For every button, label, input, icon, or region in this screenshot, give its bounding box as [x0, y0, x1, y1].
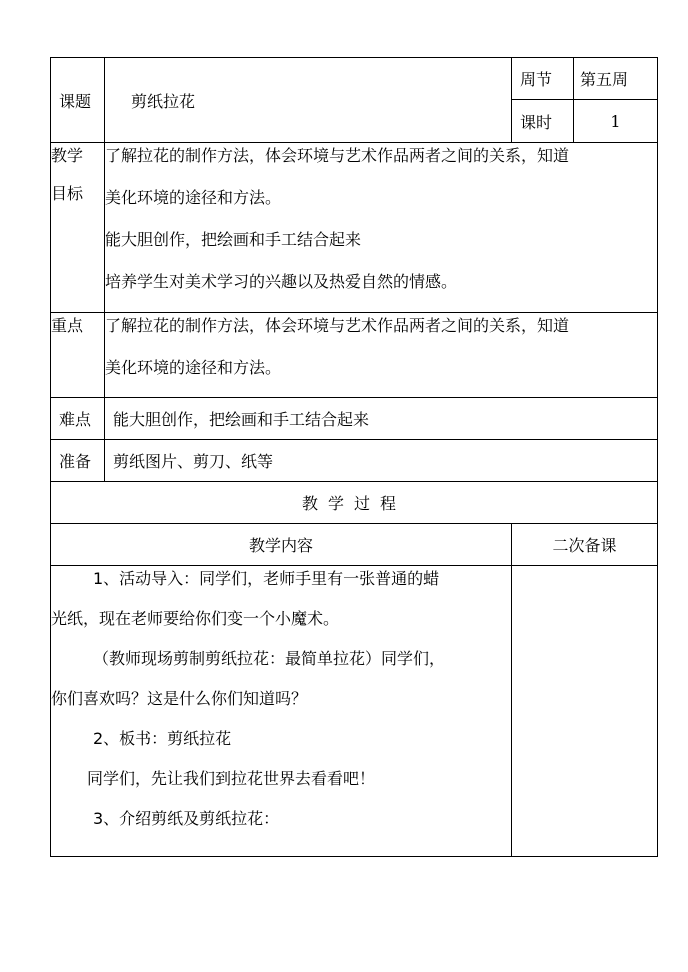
lesson-plan-table: [50, 57, 658, 857]
process-line: （教师现场剪制剪纸拉花：最简单拉花）同学们，: [93, 649, 446, 668]
topic-label: 课题: [51, 58, 105, 143]
period-label: 课时: [512, 100, 574, 143]
process-line: 3、介绍剪纸及剪纸拉花：: [93, 809, 280, 828]
period-value: 1: [574, 100, 658, 143]
preparation-text: 剪纸图片、剪刀、纸等: [105, 440, 658, 482]
goals-label: [51, 143, 105, 313]
content-header: 教学内容: [51, 524, 512, 566]
process-content: [51, 566, 512, 857]
goals-line: 能大胆创作，把绘画和手工结合起来: [105, 230, 362, 249]
key-points-label: 重点: [51, 313, 105, 398]
difficulty-label: 难点: [51, 398, 105, 440]
process-line: 2、板书：剪纸拉花: [93, 729, 232, 748]
week-label: 周节: [512, 58, 574, 100]
notes-content: [512, 566, 658, 857]
difficulty-text: 能大胆创作，把绘画和手工结合起来: [105, 398, 658, 440]
notes-header: 二次备课: [512, 524, 658, 566]
process-title: 教学过程: [51, 482, 658, 524]
goals-line: 美化环境的途径和方法。: [105, 188, 282, 207]
week-value: 第五周: [574, 58, 658, 100]
goals-line: 培养学生对美术学习的兴趣以及热爱自然的情感。: [105, 272, 458, 291]
topic-value: 剪纸拉花: [105, 58, 512, 143]
key-points-content: [105, 313, 658, 398]
goals-label-line2: 目标: [51, 184, 84, 203]
preparation-label: 准备: [51, 440, 105, 482]
goals-label-line1: 教学: [51, 146, 84, 165]
key-points-line: 了解拉花的制作方法，体会环境与艺术作品两者之间的关系，知道: [105, 316, 570, 335]
process-line: 同学们，先让我们到拉花世界去看看吧！: [87, 769, 376, 788]
key-points-line: 美化环境的途径和方法。: [105, 358, 282, 377]
goals-line: 了解拉花的制作方法，体会环境与艺术作品两者之间的关系，知道: [105, 146, 570, 165]
process-line: 1、活动导入：同学们，老师手里有一张普通的蜡: [93, 569, 440, 588]
process-line: 光纸，现在老师要给你们变一个小魔术。: [51, 609, 340, 628]
goals-content: [105, 143, 658, 313]
process-line: 你们喜欢吗？这是什么你们知道吗？: [51, 689, 308, 708]
